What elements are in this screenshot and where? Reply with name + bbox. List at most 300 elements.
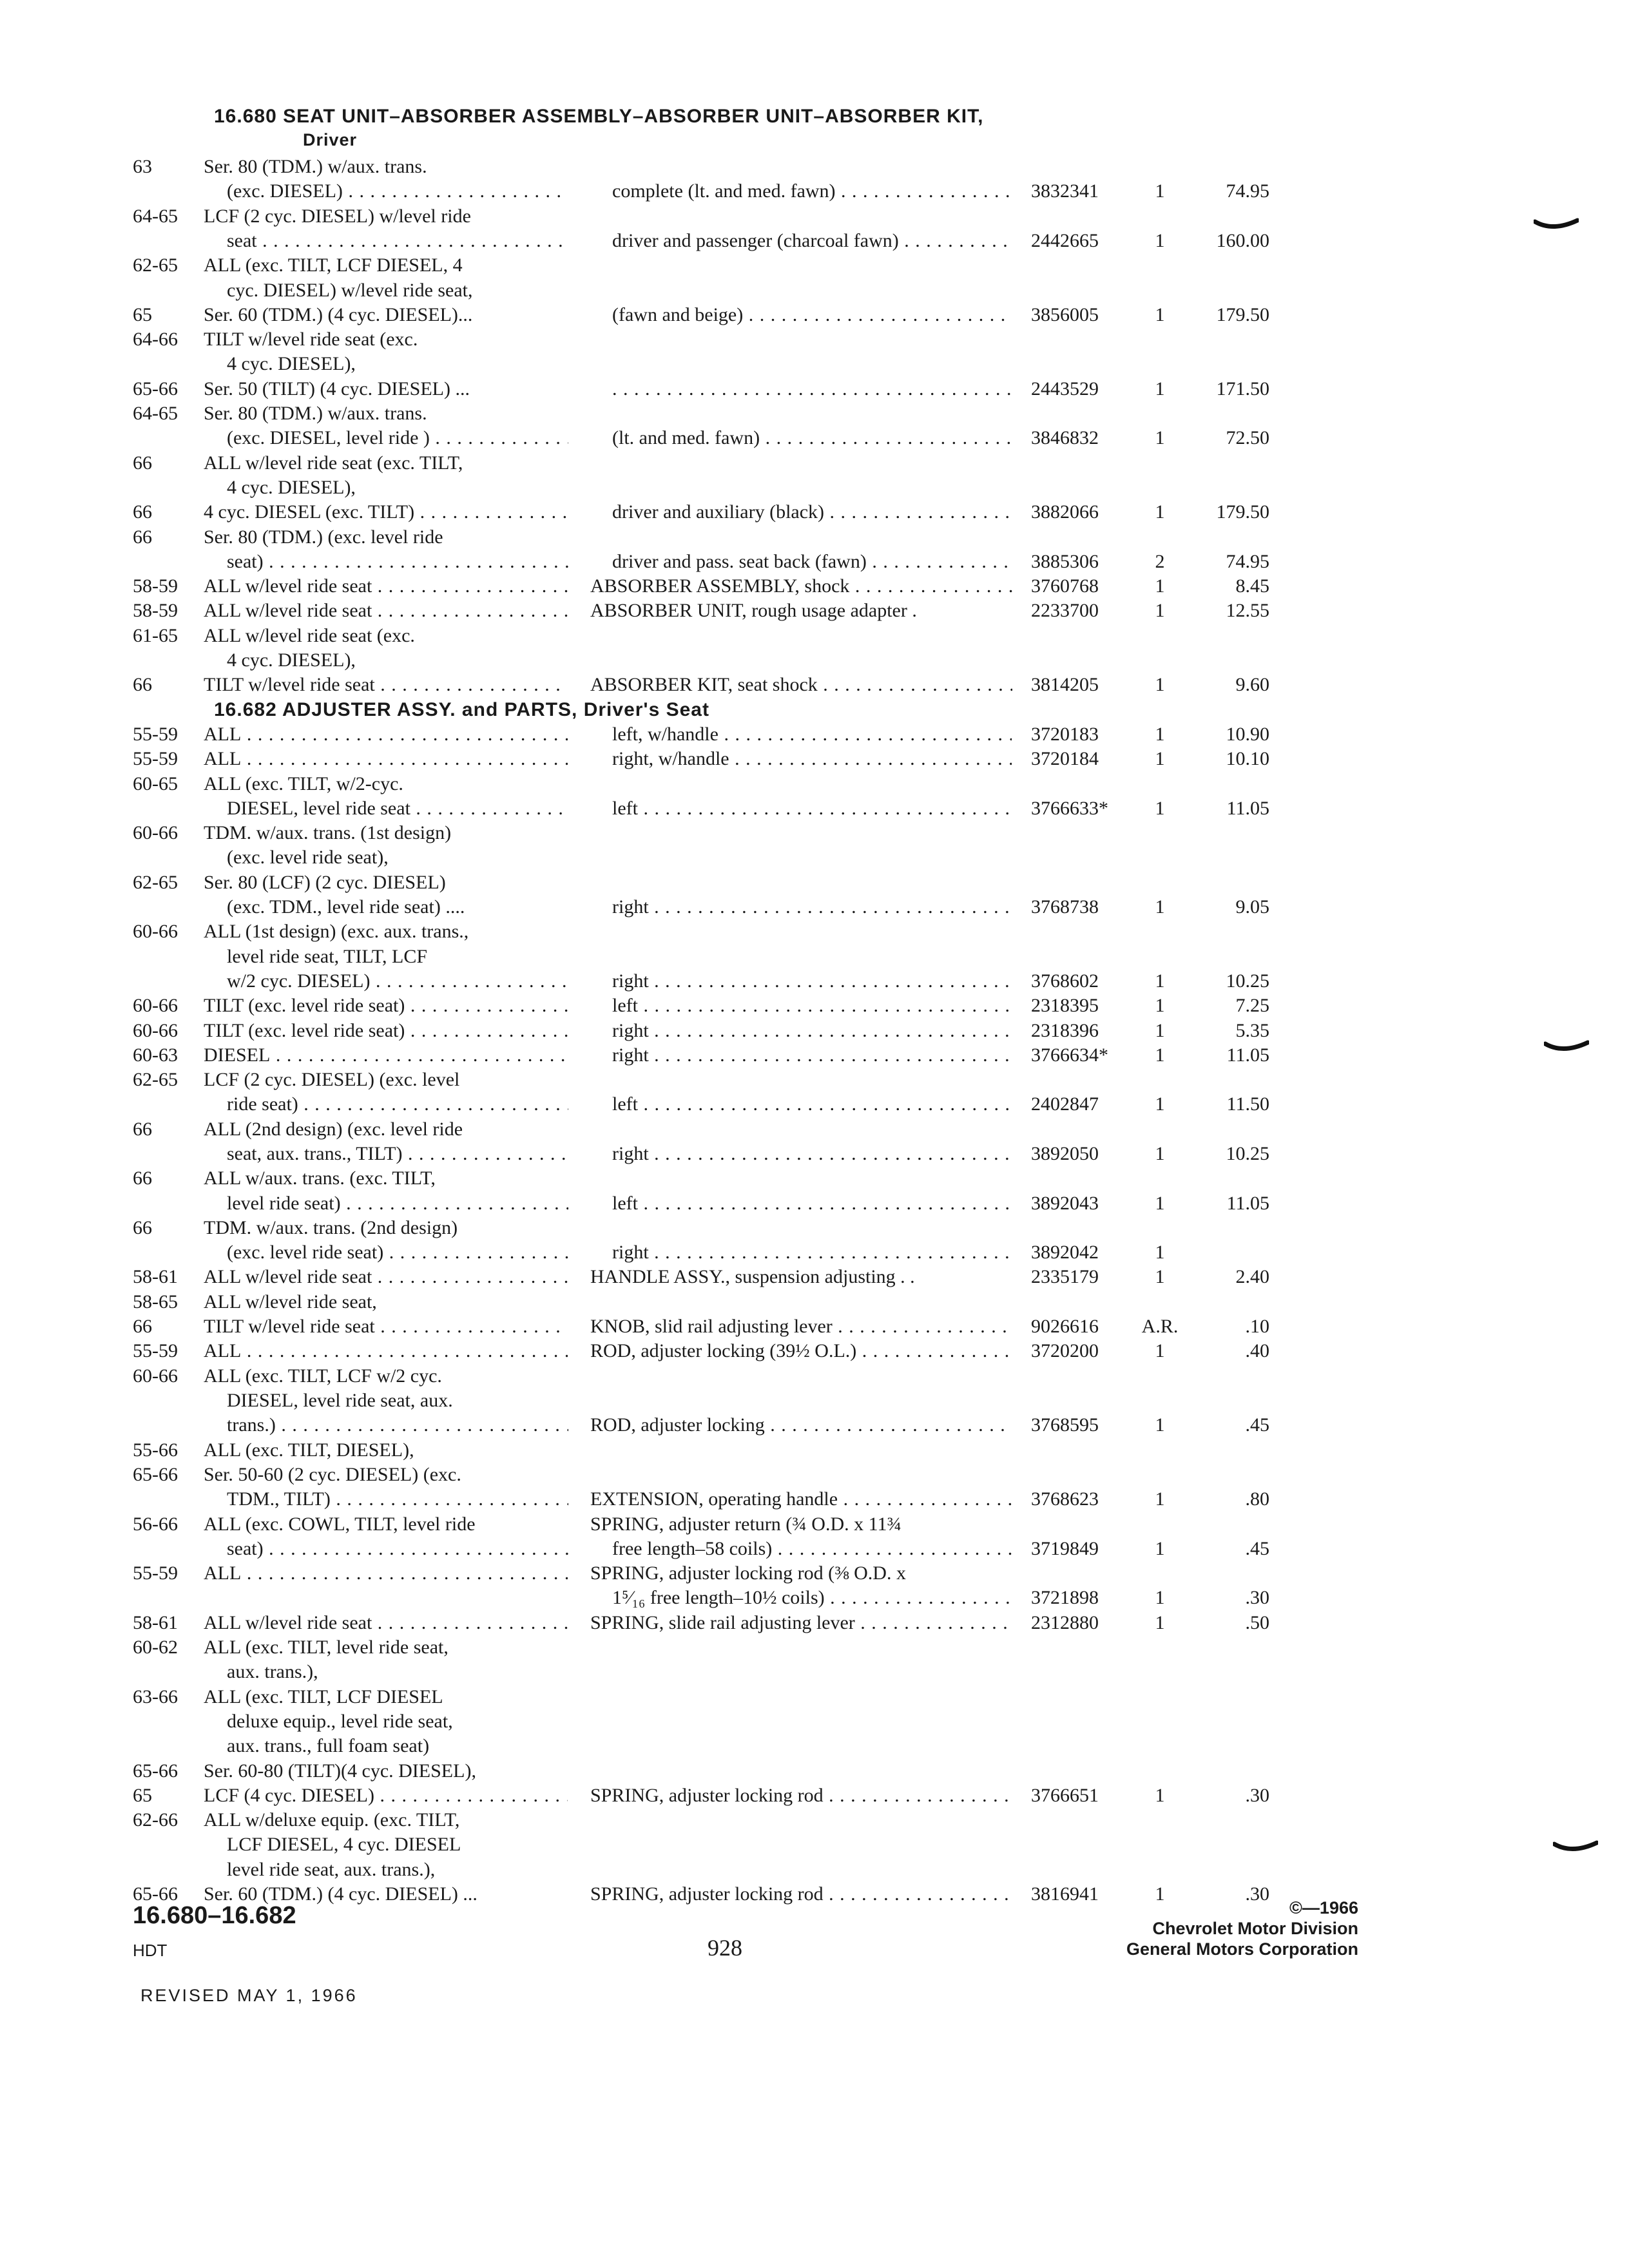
description: right . . . — [612, 969, 1012, 994]
application: TDM. w/aux. trans. (1st design) — [204, 822, 452, 843]
application: Ser. 50 (TILT) (4 cyc. DIESEL) ... — [204, 378, 470, 399]
model-years: 55-59 — [133, 1562, 178, 1584]
quantity: 1 — [1155, 1538, 1165, 1559]
quantity: 1 — [1155, 575, 1165, 597]
parts-row — [0, 624, 1629, 648]
parts-row — [0, 377, 1629, 401]
price: 8.45 — [1235, 575, 1269, 597]
quantity: 1 — [1155, 1193, 1165, 1214]
footer-revised: REVISED MAY 1, 1966 — [140, 1986, 358, 2005]
application: w/2 cyc. DIESEL) . . . — [227, 969, 568, 994]
description: left . . . — [612, 1092, 1012, 1117]
model-years: 60-65 — [133, 773, 178, 794]
application: ride seat) . . . — [227, 1092, 568, 1117]
section-heading-row — [0, 698, 1629, 722]
model-years: 64-65 — [133, 206, 178, 227]
parts-row — [0, 1290, 1629, 1314]
parts-row — [0, 1709, 1629, 1734]
quantity: 1 — [1155, 180, 1165, 202]
model-years: 64-65 — [133, 403, 178, 424]
parts-row — [0, 648, 1629, 673]
application: 4 cyc. DIESEL), — [227, 353, 356, 374]
model-years: 65 — [133, 1785, 152, 1806]
application: (exc. level ride seat) . . . — [227, 1240, 568, 1265]
description: right . . . — [612, 1019, 1012, 1043]
application: seat) . . . — [227, 550, 568, 574]
model-years: 60-66 — [133, 822, 178, 843]
part-number: 3892042 — [1031, 1242, 1099, 1263]
application: 4 cyc. DIESEL), — [227, 477, 356, 498]
description: HANDLE ASSY., suspension adjusting . . — [590, 1266, 915, 1287]
model-years: 61-65 — [133, 625, 178, 646]
model-years: 62-65 — [133, 1069, 178, 1090]
parts-row — [0, 1265, 1629, 1289]
description: complete (lt. and med. fawn) . . . — [612, 179, 1012, 204]
description: ABSORBER KIT, seat shock . . . — [590, 673, 1012, 697]
parts-row — [0, 1783, 1629, 1808]
description: left, w/handle . . . — [612, 722, 1012, 747]
application: seat, aux. trans., TILT) . . . — [227, 1142, 568, 1166]
application: ALL w/deluxe equip. (exc. TILT, — [204, 1809, 460, 1831]
description: ABSORBER UNIT, rough usage adapter . — [590, 600, 917, 621]
application: ALL w/level ride seat . . . — [204, 1611, 568, 1635]
model-years: 66 — [133, 501, 152, 523]
parts-row — [0, 845, 1629, 870]
price: .80 — [1245, 1488, 1269, 1510]
application: aux. trans., full foam seat) — [227, 1735, 430, 1756]
model-years: 63-66 — [133, 1686, 178, 1707]
parts-row — [0, 895, 1629, 919]
parts-row — [0, 574, 1629, 599]
part-number: 3814205 — [1031, 674, 1099, 695]
model-years: 58-61 — [133, 1266, 178, 1287]
parts-row — [0, 994, 1629, 1018]
part-number: 3885306 — [1031, 551, 1099, 572]
footer-hdt: HDT — [133, 1941, 168, 1960]
description: 1⁵⁄₁₆ free length–10½ coils) . . . — [612, 1586, 1012, 1610]
description: (lt. and med. fawn) . . . — [612, 426, 1012, 450]
model-years: 58-61 — [133, 1612, 178, 1633]
application: TDM. w/aux. trans. (2nd design) — [204, 1217, 458, 1238]
quantity: 1 — [1155, 1093, 1165, 1115]
quantity: 1 — [1155, 1143, 1165, 1164]
price: 9.60 — [1235, 674, 1269, 695]
application: (exc. level ride seat), — [227, 847, 389, 868]
description: right . . . — [612, 1043, 1012, 1068]
footer-section-range: 16.680–16.682 — [133, 1902, 296, 1929]
application: Ser. 60 (TDM.) (4 cyc. DIESEL)... — [204, 304, 473, 325]
model-years: 55-59 — [133, 724, 178, 745]
model-years: 60-63 — [133, 1044, 178, 1066]
parts-row — [0, 1611, 1629, 1635]
parts-row — [0, 1142, 1629, 1166]
price: 74.95 — [1226, 551, 1269, 572]
model-years: 63 — [133, 156, 152, 177]
application: TILT w/level ride seat . . . — [204, 673, 568, 697]
price: 11.05 — [1226, 1044, 1269, 1066]
quantity: 1 — [1155, 674, 1165, 695]
part-number: 2233700 — [1031, 600, 1099, 621]
part-number: 3882066 — [1031, 501, 1099, 523]
footer-division: Chevrolet Motor Division — [1152, 1919, 1358, 1938]
model-years: 60-66 — [133, 995, 178, 1016]
quantity: 1 — [1155, 798, 1165, 819]
parts-row — [0, 599, 1629, 623]
parts-row — [0, 1512, 1629, 1537]
application: DIESEL, level ride seat . . . — [227, 796, 568, 821]
binder-mark-icon — [1544, 1040, 1589, 1054]
section-title-16-680: 16.680 SEAT UNIT–ABSORBER ASSEMBLY–ABSORBER UNIT–ABSORBER KIT, — [214, 106, 984, 127]
description: driver and auxiliary (black) . . . — [612, 500, 1012, 524]
parts-row — [0, 821, 1629, 845]
application: ALL . . . — [204, 1561, 568, 1586]
part-number: 3766651 — [1031, 1785, 1099, 1806]
model-years: 62-66 — [133, 1809, 178, 1831]
part-number: 3832341 — [1031, 180, 1099, 202]
application: level ride seat) . . . — [227, 1191, 568, 1216]
parts-row — [0, 1364, 1629, 1389]
description — [612, 377, 1012, 401]
price: .40 — [1245, 1340, 1269, 1361]
part-number: 3721898 — [1031, 1587, 1099, 1608]
application: ALL w/aux. trans. (exc. TILT, — [204, 1168, 436, 1189]
parts-row — [0, 1463, 1629, 1487]
price: 74.95 — [1226, 180, 1269, 202]
price: 10.25 — [1226, 970, 1269, 992]
parts-row — [0, 1561, 1629, 1586]
quantity: 1 — [1155, 1044, 1165, 1066]
parts-row — [0, 1660, 1629, 1684]
section-title-16-682: 16.682 ADJUSTER ASSY. and PARTS, Driver's Seat — [214, 699, 709, 720]
description: ABSORBER ASSEMBLY, shock . . . — [590, 574, 1012, 599]
application: ALL (exc. TILT, LCF w/2 cyc. — [204, 1365, 442, 1387]
description: SPRING, adjuster locking rod (⅜ O.D. x — [590, 1562, 906, 1584]
parts-row — [0, 179, 1629, 204]
model-years: 66 — [133, 526, 152, 548]
parts-row — [0, 525, 1629, 550]
description: right . . . — [612, 1240, 1012, 1265]
part-number: 3768595 — [1031, 1414, 1099, 1436]
parts-row — [0, 945, 1629, 969]
application: ALL w/level ride seat . . . — [204, 574, 568, 599]
description: (fawn and beige) . . . — [612, 303, 1012, 327]
model-years: 66 — [133, 1168, 152, 1189]
parts-row — [0, 155, 1629, 179]
application: LCF DIESEL, 4 cyc. DIESEL — [227, 1834, 461, 1855]
price: 179.50 — [1216, 304, 1269, 325]
application: LCF (2 cyc. DIESEL) w/level ride — [204, 206, 471, 227]
price: 171.50 — [1216, 378, 1269, 399]
description: driver and passenger (charcoal fawn) . . . — [612, 229, 1012, 253]
quantity: 1 — [1155, 1242, 1165, 1263]
model-years: 62-65 — [133, 255, 178, 276]
description: EXTENSION, operating handle . . . — [590, 1487, 1012, 1512]
description: right, w/handle . . . — [612, 747, 1012, 771]
application: ALL (exc. TILT, w/2-cyc. — [204, 773, 403, 794]
price: 11.05 — [1226, 1193, 1269, 1214]
model-years: 66 — [133, 452, 152, 474]
quantity: 1 — [1155, 1266, 1165, 1287]
model-years: 65-66 — [133, 1883, 178, 1905]
application: (exc. TDM., level ride seat) .... — [227, 896, 465, 918]
parts-row — [0, 796, 1629, 821]
part-number: 3816941 — [1031, 1883, 1099, 1905]
parts-row — [0, 1043, 1629, 1068]
model-years: 64-66 — [133, 329, 178, 350]
parts-row — [0, 1166, 1629, 1191]
price: .10 — [1245, 1316, 1269, 1337]
price: 11.50 — [1226, 1093, 1269, 1115]
quantity: A.R. — [1141, 1316, 1179, 1337]
application: ALL w/level ride seat (exc. — [204, 625, 415, 646]
application: (exc. DIESEL, level ride ) . . . — [227, 426, 568, 450]
model-years: 65-66 — [133, 1464, 178, 1485]
parts-row — [0, 1068, 1629, 1092]
price: .30 — [1245, 1785, 1269, 1806]
application: Ser. 80 (TDM.) w/aux. trans. — [204, 156, 427, 177]
parts-row — [0, 870, 1629, 895]
application: TILT w/level ride seat (exc. — [204, 329, 418, 350]
model-years: 65-66 — [133, 378, 178, 399]
application: ALL w/level ride seat, — [204, 1291, 377, 1312]
description: left . . . — [612, 994, 1012, 1018]
model-years: 60-66 — [133, 1020, 178, 1041]
application: TILT (exc. level ride seat) . . . — [204, 1019, 568, 1043]
parts-row — [0, 1389, 1629, 1413]
part-number: 2402847 — [1031, 1093, 1099, 1115]
part-number: 3768602 — [1031, 970, 1099, 992]
application: ALL (1st design) (exc. aux. trans., — [204, 921, 469, 942]
page-number: 928 — [708, 1935, 742, 1961]
part-number: 3720184 — [1031, 748, 1099, 769]
application: aux. trans.), — [227, 1661, 318, 1682]
quantity: 1 — [1155, 1414, 1165, 1436]
application: deluxe equip., level ride seat, — [227, 1711, 453, 1732]
price: 5.35 — [1235, 1020, 1269, 1041]
quantity: 1 — [1155, 230, 1165, 251]
description: SPRING, adjuster return (¾ O.D. x 11¾ — [590, 1514, 902, 1535]
parts-row — [0, 1685, 1629, 1709]
model-years: 65-66 — [133, 1760, 178, 1782]
binder-mark-icon — [1553, 1840, 1598, 1854]
price: 10.90 — [1226, 724, 1269, 745]
application: ALL (exc. TILT, LCF DIESEL, 4 — [204, 255, 463, 276]
parts-row — [0, 401, 1629, 426]
quantity: 1 — [1155, 1488, 1165, 1510]
part-number: 3766634* — [1031, 1044, 1108, 1066]
part-number: 3892043 — [1031, 1193, 1099, 1214]
footer-copyright: ©—1966 — [1289, 1898, 1358, 1917]
application: LCF (4 cyc. DIESEL) . . . — [204, 1783, 568, 1808]
application: Ser. 80 (TDM.) (exc. level ride — [204, 526, 443, 548]
parts-row — [0, 747, 1629, 771]
model-years: 66 — [133, 1217, 152, 1238]
parts-row — [0, 253, 1629, 278]
application: 4 cyc. DIESEL (exc. TILT) . . . — [204, 500, 568, 524]
model-years: 65 — [133, 304, 152, 325]
quantity: 1 — [1155, 501, 1165, 523]
description: right . . . — [612, 1142, 1012, 1166]
application: level ride seat, TILT, LCF — [227, 946, 428, 967]
parts-row — [0, 1537, 1629, 1561]
price: 10.25 — [1226, 1143, 1269, 1164]
application: Ser. 50-60 (2 cyc. DIESEL) (exc. — [204, 1464, 461, 1485]
price: 12.55 — [1226, 600, 1269, 621]
parts-row — [0, 1314, 1629, 1339]
parts-row — [0, 550, 1629, 574]
quantity: 1 — [1155, 1587, 1165, 1608]
application: LCF (2 cyc. DIESEL) (exc. level — [204, 1069, 460, 1090]
parts-row — [0, 204, 1629, 229]
description: free length–58 coils) . . . — [612, 1537, 1012, 1561]
application: Ser. 80 (LCF) (2 cyc. DIESEL) — [204, 872, 446, 893]
description: ROD, adjuster locking (39½ O.L.) . . . — [590, 1339, 1012, 1363]
quantity: 1 — [1155, 378, 1165, 399]
application: ALL (exc. TILT, level ride seat, — [204, 1637, 448, 1658]
description: left . . . — [612, 1191, 1012, 1216]
application: TILT w/level ride seat . . . — [204, 1314, 568, 1339]
price: 160.00 — [1216, 230, 1269, 251]
model-years: 66 — [133, 674, 152, 695]
part-number: 3766633* — [1031, 798, 1108, 819]
part-number: 2318395 — [1031, 995, 1099, 1016]
model-years: 60-66 — [133, 1365, 178, 1387]
price: .30 — [1245, 1883, 1269, 1905]
description: right . . . — [612, 895, 1012, 919]
parts-row — [0, 1858, 1629, 1882]
model-years: 55-59 — [133, 1340, 178, 1361]
parts-row — [0, 772, 1629, 796]
quantity: 1 — [1155, 896, 1165, 918]
application: level ride seat, aux. trans.), — [227, 1859, 436, 1880]
part-number: 3856005 — [1031, 304, 1099, 325]
application: seat) . . . — [227, 1537, 568, 1561]
part-number: 3720183 — [1031, 724, 1099, 745]
parts-row — [0, 1438, 1629, 1463]
parts-row — [0, 722, 1629, 747]
application: ALL (exc. TILT, DIESEL), — [204, 1439, 414, 1461]
application: 4 cyc. DIESEL), — [227, 649, 356, 671]
quantity: 1 — [1155, 995, 1165, 1016]
application: Ser. 60-80 (TILT)(4 cyc. DIESEL), — [204, 1760, 476, 1782]
description: KNOB, slid rail adjusting lever . . . — [590, 1314, 1012, 1339]
application: ALL . . . — [204, 747, 568, 771]
parts-row — [0, 278, 1629, 303]
price: .30 — [1245, 1587, 1269, 1608]
parts-row — [0, 1413, 1629, 1437]
application: DIESEL, level ride seat, aux. — [227, 1390, 453, 1411]
parts-row — [0, 1734, 1629, 1758]
parts-row — [0, 476, 1629, 500]
part-number: 2312880 — [1031, 1612, 1099, 1633]
application: ALL (exc. COWL, TILT, level ride — [204, 1514, 476, 1535]
application: ALL w/level ride seat . . . — [204, 599, 568, 623]
price: 72.50 — [1226, 427, 1269, 448]
price: .50 — [1245, 1612, 1269, 1633]
price: 11.05 — [1226, 798, 1269, 819]
model-years: 60-66 — [133, 921, 178, 942]
quantity: 1 — [1155, 427, 1165, 448]
section-title-16-680-subtitle: Driver — [303, 130, 358, 149]
parts-row — [0, 1339, 1629, 1363]
parts-row — [0, 451, 1629, 476]
application: Ser. 60 (TDM.) (4 cyc. DIESEL) ... — [204, 1883, 477, 1905]
price: .45 — [1245, 1414, 1269, 1436]
parts-row — [0, 1832, 1629, 1857]
description: driver and pass. seat back (fawn) . . . — [612, 550, 1012, 574]
model-years: 58-65 — [133, 1291, 178, 1312]
part-number: 9026616 — [1031, 1316, 1099, 1337]
application: cyc. DIESEL) w/level ride seat, — [227, 280, 473, 301]
part-number: 2442665 — [1031, 230, 1099, 251]
application: (exc. DIESEL) . . . — [227, 179, 568, 204]
description: SPRING, adjuster locking rod . . . — [590, 1783, 1012, 1808]
parts-row — [0, 426, 1629, 450]
description: SPRING, slide rail adjusting lever . . . — [590, 1611, 1012, 1635]
application: ALL . . . — [204, 1339, 568, 1363]
parts-row — [0, 1759, 1629, 1783]
parts-row — [0, 919, 1629, 944]
application: ALL . . . — [204, 722, 568, 747]
description: left . . . — [612, 796, 1012, 821]
price: 179.50 — [1216, 501, 1269, 523]
parts-row — [0, 1586, 1629, 1610]
part-number: 3892050 — [1031, 1143, 1099, 1164]
description: SPRING, adjuster locking rod . . . — [590, 1882, 1012, 1907]
quantity: 1 — [1155, 724, 1165, 745]
model-years: 55-66 — [133, 1439, 178, 1461]
part-number: 3846832 — [1031, 427, 1099, 448]
application: TILT (exc. level ride seat) . . . — [204, 994, 568, 1018]
parts-row — [0, 1216, 1629, 1240]
application: ALL w/level ride seat . . . — [204, 1265, 568, 1289]
part-number: 2335179 — [1031, 1266, 1099, 1287]
application: Ser. 80 (TDM.) w/aux. trans. — [204, 403, 427, 424]
parts-row — [0, 673, 1629, 697]
part-number: 2443529 — [1031, 378, 1099, 399]
quantity: 1 — [1155, 748, 1165, 769]
price: .45 — [1245, 1538, 1269, 1559]
parts-row — [0, 500, 1629, 524]
parts-row — [0, 229, 1629, 253]
description: ROD, adjuster locking . . . — [590, 1413, 1012, 1437]
model-years: 62-65 — [133, 872, 178, 893]
price: 10.10 — [1226, 748, 1269, 769]
quantity: 1 — [1155, 1883, 1165, 1905]
model-years: 58-59 — [133, 575, 178, 597]
parts-row — [0, 352, 1629, 376]
price: 7.25 — [1235, 995, 1269, 1016]
quantity: 1 — [1155, 1785, 1165, 1806]
footer-corporation: General Motors Corporation — [1126, 1939, 1358, 1959]
parts-row — [0, 327, 1629, 352]
quantity: 2 — [1155, 551, 1165, 572]
parts-row — [0, 1635, 1629, 1660]
part-number: 3768623 — [1031, 1488, 1099, 1510]
part-number: 3760768 — [1031, 575, 1099, 597]
quantity: 1 — [1155, 1020, 1165, 1041]
quantity: 1 — [1155, 600, 1165, 621]
parts-row — [0, 1092, 1629, 1117]
parts-row — [0, 1191, 1629, 1216]
model-years: 55-59 — [133, 748, 178, 769]
parts-row — [0, 1240, 1629, 1265]
part-number: 3720200 — [1031, 1340, 1099, 1361]
quantity: 1 — [1155, 304, 1165, 325]
parts-row — [0, 1487, 1629, 1512]
model-years: 60-62 — [133, 1637, 178, 1658]
part-number: 3768738 — [1031, 896, 1099, 918]
